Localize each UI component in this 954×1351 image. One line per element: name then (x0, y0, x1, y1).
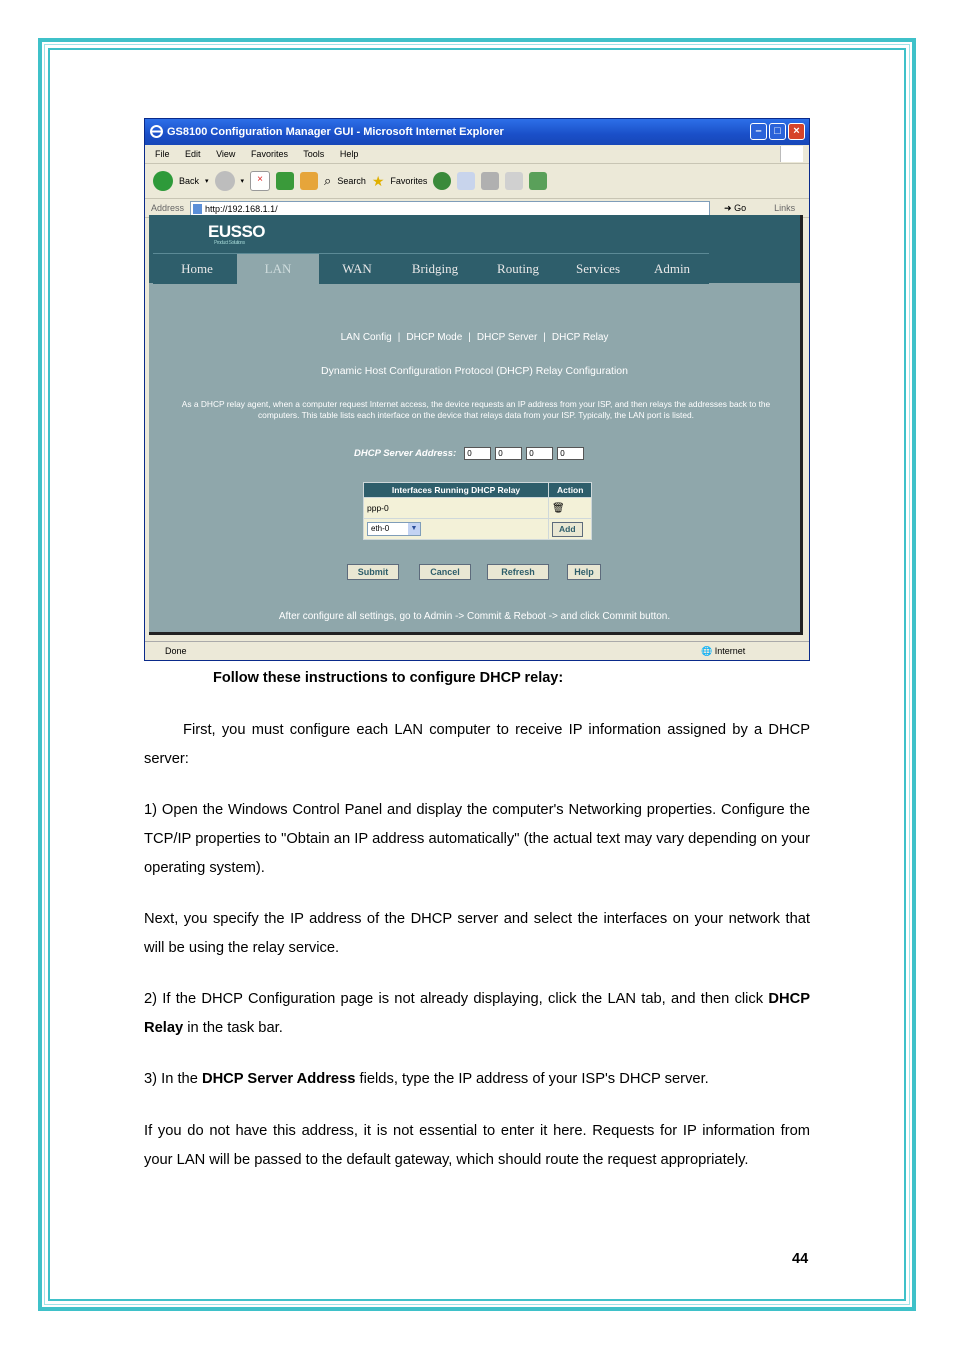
sub-navigation: LAN Config | DHCP Mode | DHCP Server | DHCP Relay (340, 332, 609, 343)
ie-logo-icon (150, 125, 163, 138)
search-button-label[interactable]: Search (337, 176, 366, 186)
history-icon[interactable] (433, 172, 451, 190)
router-page (149, 215, 803, 635)
router-description: As a DHCP relay agent, when a computer request Internet access, the device requests an IP address from your ISP, and then relays the addresses back to the computers. This table lists each interface on the device that relays data from your ISP. Typically, the LAN port is listed. (181, 399, 771, 420)
home-icon[interactable] (300, 172, 318, 190)
ip-octet-3-field[interactable]: 0 (526, 447, 553, 460)
sublink-dhcp-server[interactable]: DHCP Server (476, 332, 538, 343)
help-button[interactable]: Help (567, 564, 601, 580)
menu-view[interactable]: View (216, 149, 236, 159)
trash-icon[interactable]: 🗑 (549, 498, 592, 519)
browser-title: GS8100 Configuration Manager GUI - Microsoft Internet Explorer (167, 126, 504, 138)
address-input[interactable]: http://192.168.1.1/ (190, 201, 710, 216)
commit-note: After configure all settings, go to Admin -> Commit & Reboot -> and click Commit button. (278, 611, 671, 622)
status-text: Done (165, 646, 187, 656)
zone-text: 🌐 Internet (701, 646, 746, 656)
sublink-dhcp-mode[interactable]: DHCP Mode (406, 332, 463, 343)
page-icon (193, 204, 202, 214)
back-button-label[interactable]: Back (179, 176, 200, 186)
server-address-row (354, 447, 584, 460)
favorites-star-icon[interactable]: ★ (371, 172, 385, 189)
table-header-interfaces: Interfaces Running DHCP Relay (364, 483, 549, 498)
menu-tools[interactable]: Tools (303, 149, 325, 159)
tab-services[interactable]: Services (561, 253, 635, 284)
tab-admin[interactable]: Admin (635, 253, 709, 284)
print-icon[interactable] (481, 172, 499, 190)
router-tabs (149, 253, 800, 283)
windows-flag-icon (780, 146, 803, 162)
ip-octet-2-field[interactable]: 0 (495, 447, 522, 460)
search-icon[interactable]: ⌕ (324, 173, 332, 188)
menu-favorites[interactable]: Favorites (250, 149, 288, 159)
menu-file[interactable]: File (155, 149, 170, 159)
browser-toolbar: Back ▾ ▾ × ⌕ Search ★ Favorites (145, 164, 809, 199)
browser-titlebar (145, 119, 809, 145)
relay-interfaces-table (363, 482, 592, 540)
paragraph-2: 1) Open the Windows Control Panel and display the computer's Networking properties. Configure the TCP/IP properties to "Obtain an IP address automatically" (the actual text may vary depending on your operating system). (144, 802, 810, 876)
minimize-icon[interactable]: – (750, 123, 767, 140)
refresh-icon[interactable] (276, 172, 294, 190)
paragraph-4: 2) If the DHCP Configuration page is not already displaying, click the LAN tab, and then click DHCP Relay in the task bar. (144, 991, 810, 1036)
cancel-button[interactable]: Cancel (419, 564, 471, 580)
links-button[interactable]: Links (774, 203, 796, 213)
ip-octet-4-field[interactable]: 0 (557, 447, 584, 460)
sublink-lan-config[interactable]: LAN Config (340, 332, 392, 343)
address-label: Address (151, 203, 185, 213)
table-row (364, 498, 592, 519)
tab-wan[interactable]: WAN (319, 253, 395, 284)
go-button[interactable]: ➜ Go (724, 202, 747, 213)
edit-icon[interactable] (505, 172, 523, 190)
figure-caption: Follow these instructions to configure DHCP relay: (213, 670, 564, 686)
back-arrow-icon[interactable] (153, 171, 173, 191)
interface-cell: ppp-0 (364, 498, 549, 519)
chevron-down-icon: ▼ (408, 523, 420, 535)
favorites-button-label[interactable]: Favorites (390, 176, 428, 186)
close-icon[interactable]: × (788, 123, 805, 140)
paragraph-3: Next, you specify the IP address of the DHCP server and select the interfaces on your network that will be using the relay service. (144, 911, 810, 956)
refresh-button[interactable]: Refresh (487, 564, 549, 580)
menubar (145, 145, 809, 164)
page-number: 44 (792, 1251, 809, 1267)
browser-window-screenshot (144, 118, 810, 661)
table-row (364, 519, 592, 540)
add-button[interactable]: Add (552, 522, 583, 537)
menu-edit[interactable]: Edit (185, 149, 201, 159)
paragraph-5: 3) In the DHCP Server Address fields, type the IP address of your ISP's DHCP server. (144, 1071, 709, 1087)
paragraph-6: If you do not have this address, it is not essential to enter it here. Requests for IP information from your LAN will be passed to the default gateway, which should route the request appropriately. (144, 1123, 810, 1168)
sublink-dhcp-relay[interactable]: DHCP Relay (551, 332, 609, 343)
submit-button[interactable]: Submit (347, 564, 399, 580)
browser-statusbar (145, 641, 809, 660)
tab-lan[interactable]: LAN (237, 253, 319, 284)
tab-bridging[interactable]: Bridging (395, 253, 475, 284)
server-address-label: DHCP Server Address: (354, 448, 457, 459)
router-header (149, 215, 800, 283)
paragraph-1: First, you must configure each LAN computer to receive IP information assigned by a DHCP server: (144, 722, 810, 767)
tab-home[interactable]: Home (153, 253, 241, 284)
interface-select[interactable]: eth-0 ▼ (367, 522, 421, 536)
eusso-logo: EUSSO Product Solutions (208, 222, 266, 246)
ip-octet-1-field[interactable]: 0 (464, 447, 491, 460)
mail-icon[interactable] (457, 172, 475, 190)
menu-help[interactable]: Help (339, 149, 359, 159)
table-header-action: Action (549, 483, 592, 498)
maximize-icon[interactable]: □ (769, 123, 786, 140)
tab-routing[interactable]: Routing (475, 253, 561, 284)
stop-icon[interactable]: × (250, 171, 270, 191)
forward-arrow-icon[interactable] (215, 171, 235, 191)
messenger-icon[interactable] (529, 172, 547, 190)
router-page-title: Dynamic Host Configuration Protocol (DHCP) Relay Configuration (321, 365, 628, 377)
